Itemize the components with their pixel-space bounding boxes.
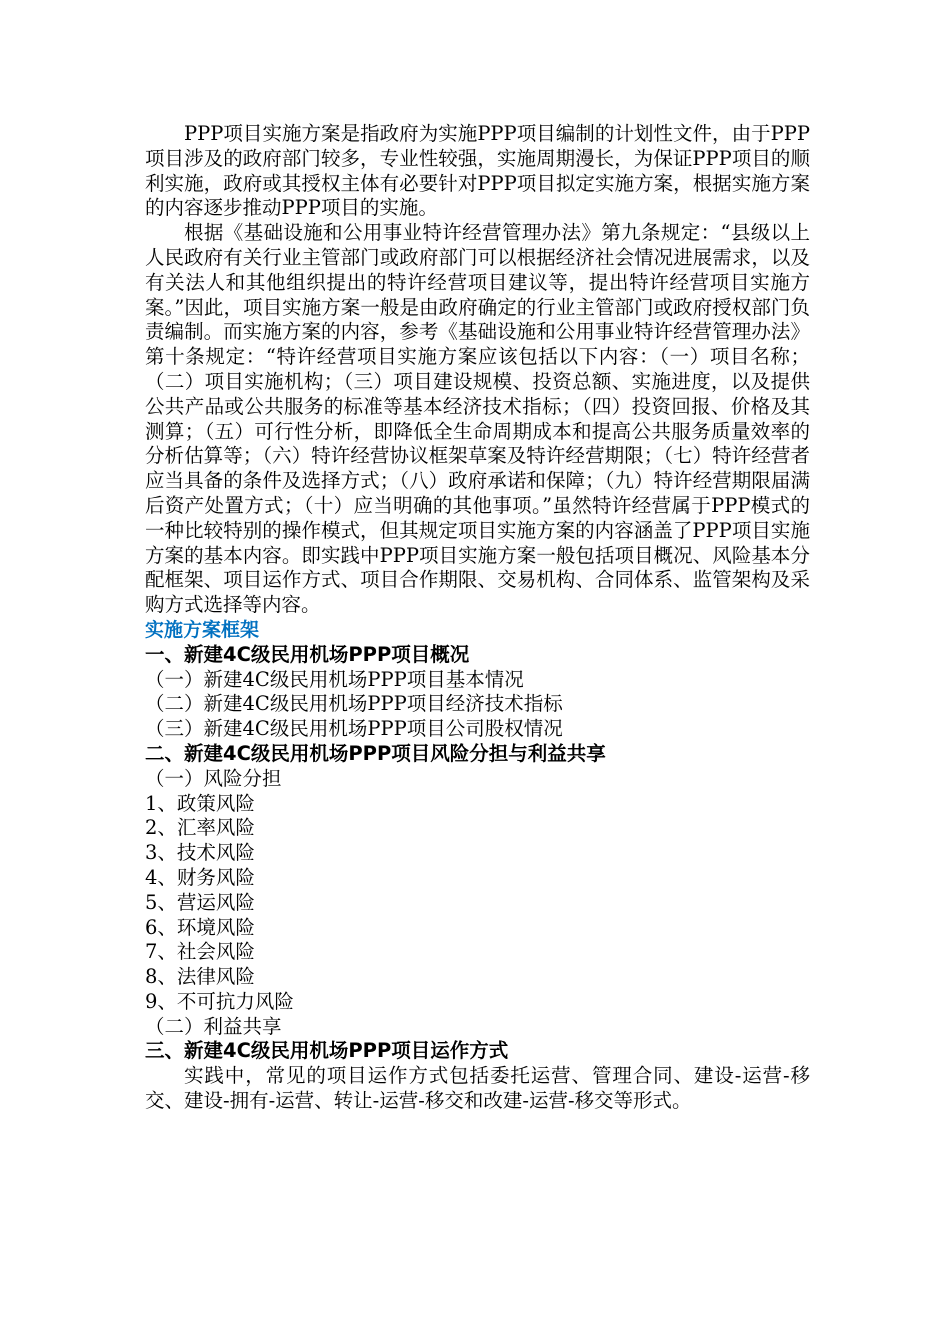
risk-item: 3、技术风险 bbox=[145, 841, 255, 865]
subheading-risk-allocation: （一）风险分担 bbox=[145, 766, 282, 790]
heading-risk-sharing: 二、新建4C级民用机场PPP项目风险分担与利益共享 bbox=[145, 741, 606, 765]
section-title: 实施方案框架 bbox=[145, 618, 260, 641]
heading-operation-mode: 三、新建4C级民用机场PPP项目运作方式 bbox=[145, 1039, 509, 1063]
heading-overview: 一、新建4C级民用机场PPP项目概况 bbox=[145, 642, 470, 666]
document-page bbox=[145, 122, 810, 1114]
intro-paragraph-2: 根据《基础设施和公用事业特许经营管理办法》第九条规定：“县级以上人民政府有关行业主管部门或政府部门可以根据经济社会情况进展需求，以及有关法人和其他组织提出的特许经营项目建议等，提出特许经营项目实施方案。”因此，项目实施方案一般是由政府确定的行业主管部门或政府授权部门负责编制。而实施方案的内容，参考《基础设施和公用事业特许经营管理办法》第十条规定：“特许经营项目实施方案应该包括以下内容：（一）项目名称；（二）项目实施机构；（三）项目建设规模、投资总额、实施进度，以及提供公共产品或公共服务的标准等基本经济技术指标；（四）投资回报、价格及其测算；（五）可行性分析，即降低全生命周期成本和提高公共服务质量效率的分析估算等；（六）特许经营协议框架草案及特许经营期限；（七）特许经营者应当具备的条件及选择方式；（八）政府承诺和保障；（九）特许经营期限届满后资产处置方式；（十）应当明确的其他事项。”虽然特许经营属于PPP模式的一种比较特别的操作模式，但其规定项目实施方案的内容涵盖了PPP项目实施方案的基本内容。即实践中PPP项目实施方案一般包括项目概况、风险基本分配框架、项目运作方式、项目合作期限、交易机构、合同体系、监管架构及采购方式选择等内容。 bbox=[145, 221, 810, 617]
operation-mode-paragraph: 实践中，常见的项目运作方式包括委托运营、管理合同、建设-运营-移交、建设-拥有-运营、转让-运营-移交和改建-运营-移交等形式。 bbox=[145, 1064, 810, 1113]
risk-item: 7、社会风险 bbox=[145, 940, 255, 964]
subheading-benefit-sharing: （二）利益共享 bbox=[145, 1014, 282, 1038]
risk-item: 1、政策风险 bbox=[145, 791, 255, 815]
risk-item: 4、财务风险 bbox=[145, 865, 255, 889]
risk-item: 2、汇率风险 bbox=[145, 816, 255, 840]
overview-item-1: （一）新建4C级民用机场PPP项目基本情况 bbox=[145, 667, 524, 691]
risk-item: 5、营运风险 bbox=[145, 890, 255, 914]
risk-item: 8、法律风险 bbox=[145, 965, 255, 989]
risk-item: 9、不可抗力风险 bbox=[145, 989, 294, 1013]
overview-item-2: （二）新建4C级民用机场PPP项目经济技术指标 bbox=[145, 692, 563, 716]
overview-item-3: （三）新建4C级民用机场PPP项目公司股权情况 bbox=[145, 717, 563, 741]
risk-item: 6、环境风险 bbox=[145, 915, 255, 939]
intro-paragraph-1: PPP项目实施方案是指政府为实施PPP项目编制的计划性文件，由于PPP项目涉及的政府部门较多，专业性较强，实施周期漫长，为保证PPP项目的顺利实施，政府或其授权主体有必要针对PPP项目拟定实施方案，根据实施方案的内容逐步推动PPP项目的实施。 bbox=[145, 122, 810, 220]
